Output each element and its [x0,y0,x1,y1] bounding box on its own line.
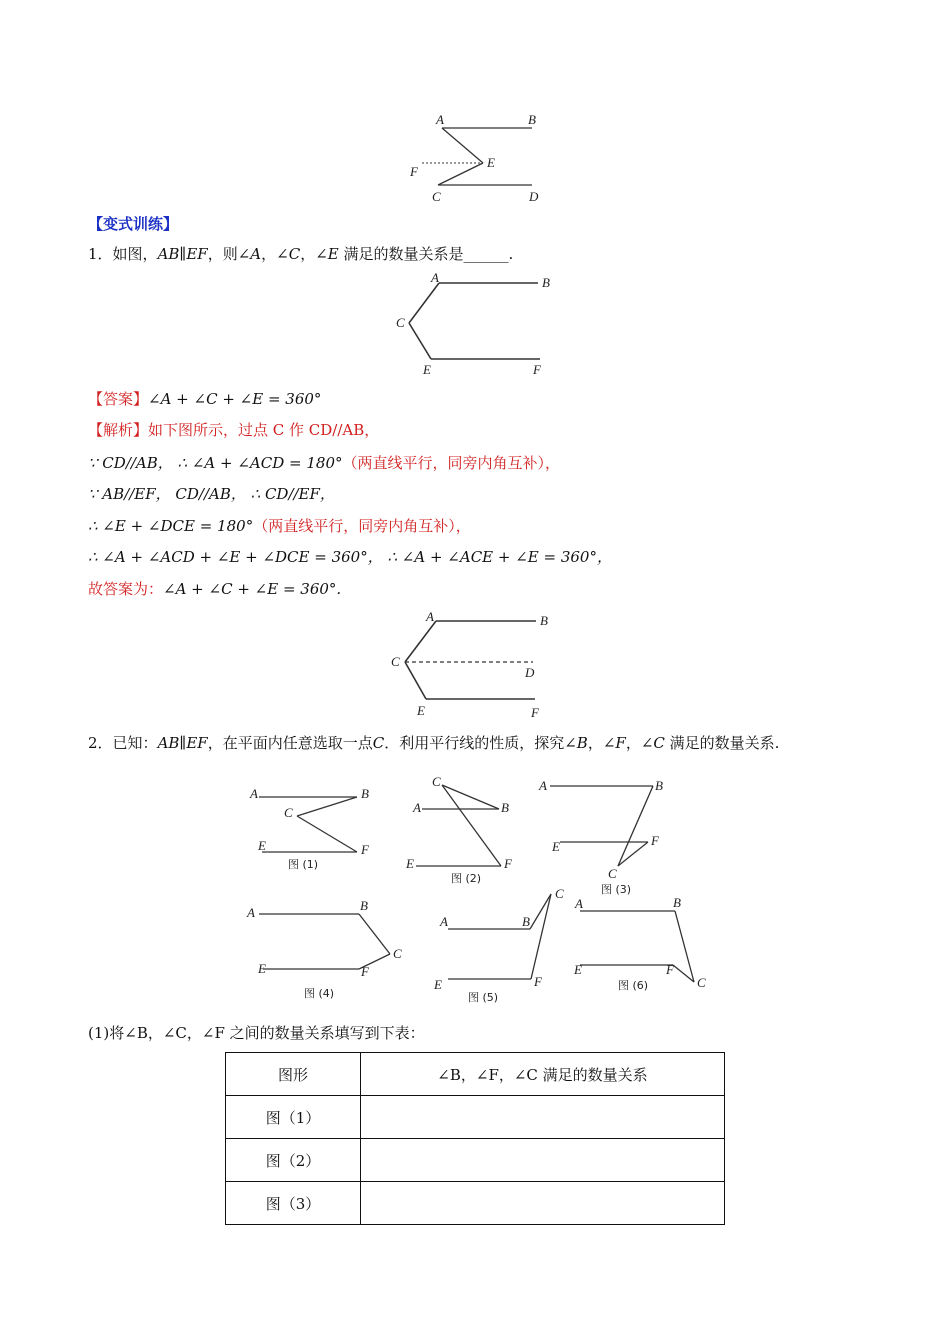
f3-e: E [552,839,560,854]
f5-c: C [555,886,564,901]
f6-a: A [575,896,583,911]
f2-b: B [501,800,509,815]
f3-c: C [608,866,617,881]
f1-b: B [361,786,369,801]
table-header-relation: ∠B，∠F，∠C 满足的数量关系 [361,1053,725,1096]
q2-text5: ，∠ [625,734,654,752]
label-a: A [436,112,444,127]
f4-b: B [360,898,368,913]
caption-6: 图 (6) [618,979,649,992]
analysis-line-2 [88,453,560,473]
f5-e: E [434,977,442,992]
figure-q1 [390,270,560,380]
f1-c: C [284,805,293,820]
f5-b: B [522,914,530,929]
analysis-line-3: ∵ AB//EF， CD//AB， ∴ CD//EF， [88,485,335,503]
table-cell-relation[interactable] [361,1139,725,1182]
table-cell-relation[interactable] [361,1096,725,1139]
analysis-text-4b: （两直线平行，同旁内角互补）， [253,517,471,535]
table-header-row [226,1053,725,1096]
q1-c: C [288,245,301,263]
q2-text4: ，∠ [587,734,616,752]
q1-text1: 如图， [112,245,158,263]
q1-a: A [250,245,262,263]
q2-b: B [576,734,588,752]
caption-4: 图 (4) [304,987,335,1000]
question-1 [88,244,513,264]
f3-a: A [539,778,547,793]
f6-c: C [697,975,706,990]
label-f: F [410,164,418,179]
q2-text3: ．利用平行线的性质，探究∠ [384,734,577,752]
f5-f: F [534,974,542,989]
relation-table [225,1052,725,1225]
q2-part1: (1)将∠B，∠C，∠F 之间的数量关系填写到下表： [88,1024,425,1042]
f4-a: A [247,905,255,920]
section-title: 【变式训练】 [88,215,179,233]
q2-num: 2． [88,734,113,752]
table-header-figure: 图形 [226,1053,361,1096]
q2-c: C [372,734,385,752]
f4-c: C [393,946,402,961]
q2-c2: C [653,734,665,752]
question-2 [88,733,779,753]
q2-text2: ，在平面内任意选取一点 [207,734,373,752]
q2-text1: 已知： [112,734,158,752]
q1-text2: ，则∠ [207,245,251,263]
caption-2: 图 (2) [451,872,482,885]
analysis-text-6b: ∠A + ∠C + ∠E = 360°. [163,580,342,598]
label-a: A [426,609,434,624]
f2-c: C [432,774,441,789]
caption-5: 图 (5) [468,991,499,1004]
q1-e: E [327,245,339,263]
caption-1: 图 (1) [288,858,319,871]
q2-ab-ef: AB∥EF [157,734,208,752]
f6-e: E [574,962,582,977]
f2-a: A [413,800,421,815]
table-cell-relation[interactable] [361,1182,725,1225]
table-cell-figure: 图（1） [226,1096,361,1139]
q1-ab-ef: AB∥EF [157,245,208,263]
q2-f: F [615,734,626,752]
label-a: A [431,270,439,285]
table-cell-figure: 图（2） [226,1139,361,1182]
f4-f: F [361,964,369,979]
analysis-line-4 [88,516,471,536]
label-e: E [423,362,431,377]
figure-q1-solution [385,605,565,723]
analysis-text-4a: ∴ ∠E + ∠DCE = 180° [88,517,254,535]
f5-a: A [440,914,448,929]
table-row [226,1096,725,1139]
table-row [226,1139,725,1182]
q1-num: 1． [88,245,113,263]
q1-text3: ，∠ [261,245,289,263]
label-f: F [531,705,539,720]
label-c: C [432,189,441,204]
f2-e: E [406,856,414,871]
label-b: B [540,613,548,628]
f1-f: F [361,842,369,857]
f6-f: F [666,962,674,977]
f2-f: F [504,856,512,871]
analysis-text-1: 如下图所示，过点 C 作 CD//AB， [148,421,380,439]
analysis-line-5: ∴ ∠A + ∠ACD + ∠E + ∠DCE = 360°， ∴ ∠A + ∠ACE + ∠E = 360°， [88,548,612,566]
table-cell-figure: 图（3） [226,1182,361,1225]
f3-b: B [655,778,663,793]
f3-f: F [651,833,659,848]
label-d: D [525,665,535,680]
label-c: C [396,315,405,330]
label-c: C [391,654,400,669]
label-e: E [417,703,425,718]
f1-e: E [258,838,266,853]
f6-b: B [673,895,681,910]
q2-text6: 满足的数量关系. [664,734,780,752]
label-e: E [487,155,495,170]
figures-grid [235,770,715,1010]
f4-e: E [258,961,266,976]
label-d: D [529,189,539,204]
analysis-text-2b: （两直线平行，同旁内角互补）， [342,454,561,472]
f1-a: A [250,786,258,801]
analysis-text-6a: 故答案为： [88,580,164,598]
answer-line [88,389,321,409]
analysis-text-2a: ∵ CD//AB， ∴ ∠A + ∠ACD = 180° [88,454,343,472]
analysis-line-1 [88,420,379,440]
label-b: B [542,275,550,290]
answer-tag: 【答案】 [88,390,149,408]
table-row [226,1182,725,1225]
caption-3: 图 (3) [601,883,632,896]
label-b: B [528,112,536,127]
label-f: F [533,362,541,377]
analysis-line-6 [88,579,341,599]
q1-text4: ，∠ [300,245,328,263]
figure-top [395,105,565,210]
analysis-tag: 【解析】 [88,421,149,439]
q1-text5: 满足的数量关系是______. [338,245,514,263]
answer-value: ∠A + ∠C + ∠E = 360° [148,390,322,408]
